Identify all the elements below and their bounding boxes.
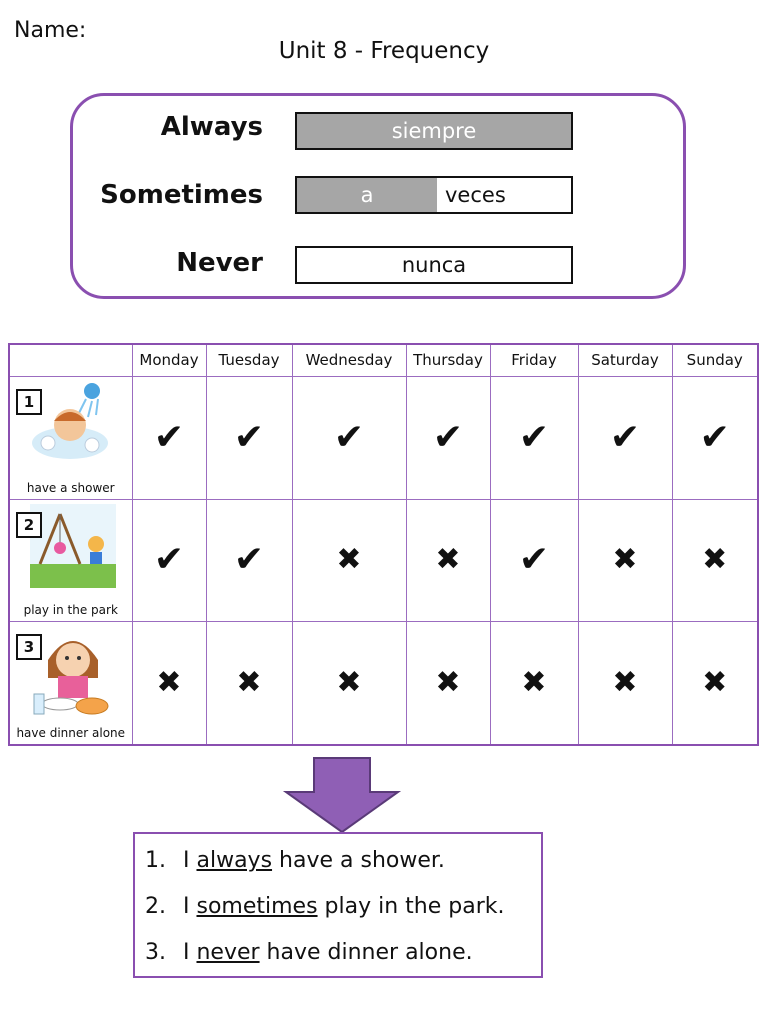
day-header: Tuesday [206,344,292,376]
row-number-badge: 3 [16,634,42,660]
frequency-keyword: never [196,940,260,965]
sentence-number: 2. [145,894,166,919]
table-row [9,376,758,499]
translation-sometimes-part2: veces [437,178,506,212]
day-cell [132,622,206,745]
down-arrow-icon [282,756,402,834]
word-always: Always [160,112,263,142]
cross-mark-icon: ✖ [156,665,182,701]
frequency-keyword: sometimes [196,894,318,919]
check-mark-icon: ✔ [153,539,185,581]
sentence-subject: I [183,894,197,919]
name-label: Name: [14,18,87,43]
day-header: Wednesday [292,344,406,376]
sentence-rest: play in the park. [317,894,505,919]
translation-sometimes-part1: a [297,178,437,212]
example-sentence [145,894,541,940]
table-row [9,499,758,622]
dinner-illustration [30,626,116,726]
activity-cell [9,499,132,622]
day-cell [672,622,758,745]
header-blank [9,344,132,376]
translation-bar-always [295,112,573,150]
check-mark-icon: ✔ [609,416,641,458]
check-mark-icon: ✔ [233,416,265,458]
example-sentence [145,848,541,894]
table-body [9,376,758,745]
activity-label: have a shower [26,480,115,495]
cross-mark-icon: ✖ [702,542,728,578]
frequency-keyword: always [196,848,273,873]
check-mark-icon: ✔ [518,416,550,458]
day-header: Sunday [672,344,758,376]
day-cell [206,622,292,745]
day-header: Friday [490,344,578,376]
day-header: Thursday [406,344,490,376]
frequency-table [8,343,759,746]
day-cell [672,376,758,499]
day-cell [206,499,292,622]
row-number-badge: 1 [16,389,42,415]
cross-mark-icon: ✖ [435,542,461,578]
example-sentences-box [133,832,543,978]
day-cell [578,499,672,622]
sentence-rest: have dinner alone. [259,940,473,965]
cross-mark-icon: ✖ [236,665,262,701]
sentence-rest: have a shower. [272,848,445,873]
check-mark-icon: ✔ [333,416,365,458]
day-cell [490,622,578,745]
day-cell [292,622,406,745]
cross-mark-icon: ✖ [435,665,461,701]
cross-mark-icon: ✖ [702,665,728,701]
sentence-subject: I [183,848,197,873]
day-cell [672,499,758,622]
day-cell [406,376,490,499]
cross-mark-icon: ✖ [336,542,362,578]
cross-mark-icon: ✖ [612,665,638,701]
translation-always: siempre [297,114,571,148]
day-cell [132,376,206,499]
check-mark-icon: ✔ [233,539,265,581]
day-header: Saturday [578,344,672,376]
row-number-badge: 2 [16,512,42,538]
activity-label: have dinner alone [16,726,126,740]
day-cell [406,622,490,745]
day-cell [206,376,292,499]
check-mark-icon: ✔ [432,416,464,458]
example-sentence [145,940,541,986]
cross-mark-icon: ✖ [521,665,547,701]
cross-mark-icon: ✖ [336,665,362,701]
day-cell [490,376,578,499]
translation-never: nunca [297,248,571,282]
word-sometimes: Sometimes [100,180,263,210]
shower-illustration [30,381,116,469]
activity-cell [9,622,132,745]
activity-cell [9,376,132,499]
page-title: Unit 8 - Frequency [278,38,490,64]
day-cell [292,499,406,622]
day-header: Monday [132,344,206,376]
day-cell [292,376,406,499]
activity-label: play in the park [23,603,118,618]
day-cell [132,499,206,622]
day-cell [406,499,490,622]
day-cell [578,376,672,499]
day-cell [490,499,578,622]
word-never: Never [176,248,263,278]
cross-mark-icon: ✖ [612,542,638,578]
translation-bar-never [295,246,573,284]
day-cell [578,622,672,745]
park-illustration [30,504,116,592]
sentence-number: 3. [145,940,166,965]
translation-bar-sometimes [295,176,573,214]
check-mark-icon: ✔ [699,416,730,458]
sentence-subject: I [183,940,197,965]
frequency-vocab-box [70,93,686,299]
check-mark-icon: ✔ [153,416,185,458]
check-mark-icon: ✔ [518,539,550,581]
sentence-number: 1. [145,848,166,873]
table-row [9,622,758,745]
table-header-row [9,344,758,376]
